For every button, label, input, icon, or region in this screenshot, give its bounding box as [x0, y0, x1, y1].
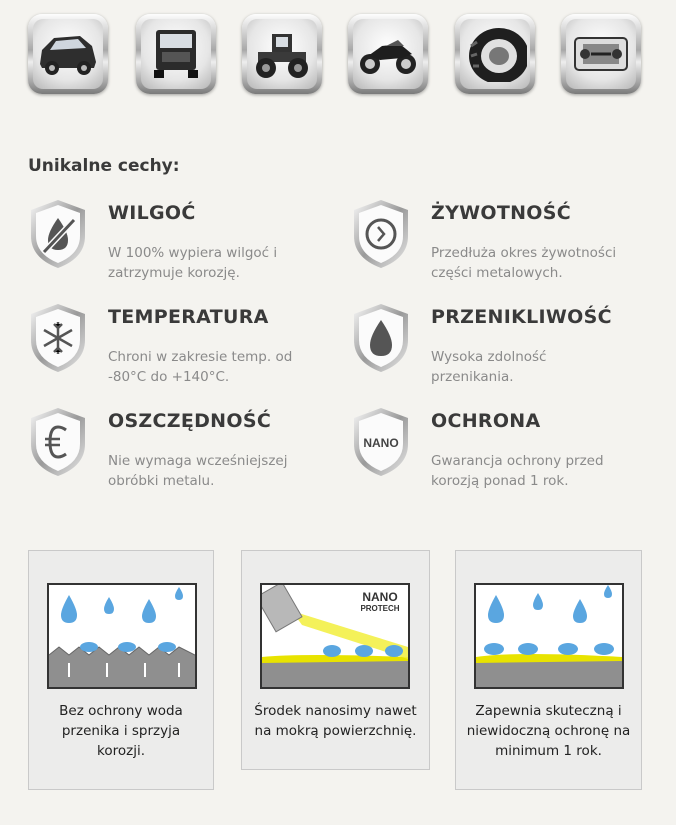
- nano-icon: [351, 406, 411, 478]
- vehicle-icon-row: [28, 14, 648, 94]
- euro-icon: [28, 406, 88, 478]
- panel-caption: Bez ochrony woda przenika i sprzyja korozji.: [59, 703, 183, 759]
- illustration-no-protection: [47, 583, 197, 689]
- illustration-protection: [474, 583, 624, 689]
- feature-description: Wysoka zdolność przenikania.: [431, 349, 547, 385]
- feature-wilgoc: [28, 198, 328, 288]
- snowflake-icon: [28, 302, 88, 374]
- illustration-application: [260, 583, 410, 689]
- feature-title: OSZCZĘDNOŚĆ: [108, 410, 272, 432]
- feature-title: PRZENIKLIWOŚĆ: [431, 306, 612, 328]
- nano-protech-logo-line1: NANO: [362, 590, 398, 604]
- feature-przenikliwosc: [351, 302, 651, 392]
- clock-icon: [351, 198, 411, 270]
- feature-title: OCHRONA: [431, 410, 541, 432]
- nano-protech-logo-line2: PROTECH: [360, 604, 400, 613]
- feature-description: W 100% wypiera wilgoć i zatrzymuje korozję.: [108, 245, 278, 281]
- panel-application: [241, 550, 430, 770]
- vehicle-tile-chassis[interactable]: [561, 14, 641, 94]
- tractor-icon: [250, 26, 314, 82]
- feature-description: Przedłuża okres żywotności części metalowych.: [431, 245, 617, 281]
- vehicle-tile-car[interactable]: [28, 14, 108, 94]
- feature-temperatura: [28, 302, 328, 392]
- panel-no-protection: [28, 550, 214, 790]
- vehicle-tile-tractor[interactable]: [242, 14, 322, 94]
- feature-title: TEMPERATURA: [108, 306, 269, 328]
- chassis-icon: [569, 26, 633, 82]
- car-icon: [36, 26, 100, 82]
- vehicle-tile-motorcycle[interactable]: [348, 14, 428, 94]
- vehicle-tile-tire[interactable]: [455, 14, 535, 94]
- nano-badge-text: NANO: [363, 436, 399, 450]
- feature-zywotnosc: [351, 198, 651, 288]
- motorcycle-icon: [356, 26, 420, 82]
- panel-caption: Środek nanosimy nawet na mokrą powierzchnię.: [254, 703, 417, 739]
- truck-icon: [144, 26, 208, 82]
- tire-icon: [463, 26, 527, 82]
- panel-protection: [455, 550, 642, 790]
- feature-ochrona: [351, 406, 651, 496]
- drop-icon: [351, 302, 411, 374]
- panel-caption: Zapewnia skuteczną i niewidoczną ochronę na minimum 1 rok.: [466, 703, 631, 759]
- features-heading: Unikalne cechy:: [28, 156, 180, 176]
- vehicle-tile-truck[interactable]: [136, 14, 216, 94]
- feature-description: Gwarancja ochrony przed korozją ponad 1 rok.: [431, 453, 604, 489]
- water-drop-crossed-icon: [28, 198, 88, 270]
- feature-description: Nie wymaga wcześniejszej obróbki metalu.: [108, 453, 288, 489]
- feature-oszczednosc: [28, 406, 328, 496]
- feature-description: Chroni w zakresie temp. od -80°C do +140°C.: [108, 349, 293, 385]
- feature-title: WILGOĆ: [108, 202, 196, 224]
- feature-title: ŻYWOTNOŚĆ: [431, 202, 571, 224]
